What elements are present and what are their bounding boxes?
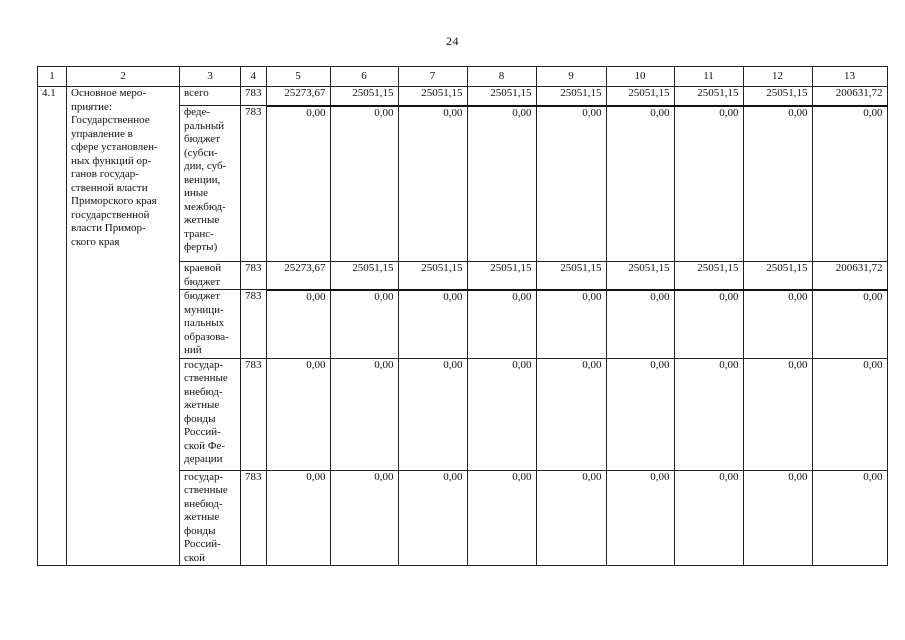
- amount-cell: 0,00: [467, 106, 536, 262]
- funding-source: бюджет муници- пальных образова- ний: [180, 290, 241, 359]
- amount-cell: 0,00: [674, 290, 743, 359]
- amount-cell: 0,00: [743, 290, 812, 359]
- funding-source: краевой бюджет: [180, 262, 241, 290]
- amount-cell: 0,00: [330, 358, 398, 470]
- amount-cell: 0,00: [606, 358, 674, 470]
- responsible-code: 783: [241, 106, 267, 262]
- amount-cell: 0,00: [398, 106, 467, 262]
- amount-cell: 0,00: [398, 470, 467, 566]
- amount-cell: 0,00: [606, 106, 674, 262]
- amount-cell: 200631,72: [812, 87, 887, 106]
- amount-cell: 25273,67: [266, 87, 330, 106]
- amount-cell: 0,00: [743, 470, 812, 566]
- funding-source: всего: [180, 87, 241, 106]
- amount-cell: 25051,15: [467, 262, 536, 290]
- amount-cell: 25051,15: [536, 262, 606, 290]
- amount-cell: 0,00: [674, 106, 743, 262]
- amount-cell: 0,00: [536, 106, 606, 262]
- amount-cell: 0,00: [467, 470, 536, 566]
- amount-cell: 0,00: [536, 358, 606, 470]
- measure-description: Основное меро- приятие: Государственное управление в сфере установлен- ных функций ор- ганов государ- ственной власти Приморского края государственной власти Примор- ского края: [67, 87, 180, 566]
- amount-cell: 0,00: [536, 290, 606, 359]
- amount-cell: 0,00: [398, 290, 467, 359]
- amount-cell: 25051,15: [606, 262, 674, 290]
- column-number-13: 13: [812, 67, 887, 87]
- amount-cell: 25051,15: [330, 262, 398, 290]
- amount-cell: 25051,15: [467, 87, 536, 106]
- table-row: [38, 87, 888, 106]
- amount-cell: 25051,15: [743, 262, 812, 290]
- column-number-12: 12: [743, 67, 812, 87]
- amount-cell: 25051,15: [674, 87, 743, 106]
- funding-source: государ- ственные внебюд- жетные фонды Россий- ской: [180, 470, 241, 566]
- amount-cell: 0,00: [812, 106, 887, 262]
- amount-cell: 0,00: [330, 106, 398, 262]
- amount-cell: 25051,15: [606, 87, 674, 106]
- amount-cell: 0,00: [674, 358, 743, 470]
- amount-cell: 25051,15: [536, 87, 606, 106]
- budget-table: [37, 66, 888, 566]
- column-number-6: 6: [330, 67, 398, 87]
- amount-cell: 0,00: [812, 470, 887, 566]
- page-number: 24: [446, 34, 459, 48]
- column-number-9: 9: [536, 67, 606, 87]
- amount-cell: 0,00: [812, 358, 887, 470]
- amount-cell: 25051,15: [398, 87, 467, 106]
- column-number-4: 4: [241, 67, 267, 87]
- funding-source: феде- ральный бюджет (субси- дии, суб- венции, иные межбюд- жетные транс- ферты): [180, 106, 241, 262]
- responsible-code: 783: [241, 358, 267, 470]
- amount-cell: 0,00: [536, 470, 606, 566]
- amount-cell: 0,00: [467, 290, 536, 359]
- column-number-row: [38, 67, 888, 87]
- amount-cell: 25051,15: [398, 262, 467, 290]
- responsible-code: 783: [241, 290, 267, 359]
- amount-cell: 25273,67: [266, 262, 330, 290]
- column-number-11: 11: [674, 67, 743, 87]
- column-number-8: 8: [467, 67, 536, 87]
- amount-cell: 0,00: [467, 358, 536, 470]
- column-number-3: 3: [180, 67, 241, 87]
- amount-cell: 0,00: [266, 290, 330, 359]
- amount-cell: 0,00: [812, 290, 887, 359]
- amount-cell: 25051,15: [743, 87, 812, 106]
- column-number-10: 10: [606, 67, 674, 87]
- amount-cell: 0,00: [398, 358, 467, 470]
- amount-cell: 0,00: [266, 358, 330, 470]
- column-number-5: 5: [266, 67, 330, 87]
- amount-cell: 0,00: [330, 290, 398, 359]
- amount-cell: 0,00: [606, 470, 674, 566]
- responsible-code: 783: [241, 87, 267, 106]
- column-number-2: 2: [67, 67, 180, 87]
- amount-cell: 25051,15: [674, 262, 743, 290]
- responsible-code: 783: [241, 262, 267, 290]
- column-number-7: 7: [398, 67, 467, 87]
- amount-cell: 0,00: [266, 470, 330, 566]
- funding-source: государ- ственные внебюд- жетные фонды Россий- ской Фе- дерации: [180, 358, 241, 470]
- amount-cell: 0,00: [266, 106, 330, 262]
- amount-cell: 0,00: [674, 470, 743, 566]
- amount-cell: 200631,72: [812, 262, 887, 290]
- column-number-1: 1: [38, 67, 67, 87]
- amount-cell: 0,00: [330, 470, 398, 566]
- amount-cell: 25051,15: [330, 87, 398, 106]
- amount-cell: 0,00: [743, 358, 812, 470]
- item-code: 4.1: [38, 87, 67, 566]
- amount-cell: 0,00: [743, 106, 812, 262]
- amount-cell: 0,00: [606, 290, 674, 359]
- responsible-code: 783: [241, 470, 267, 566]
